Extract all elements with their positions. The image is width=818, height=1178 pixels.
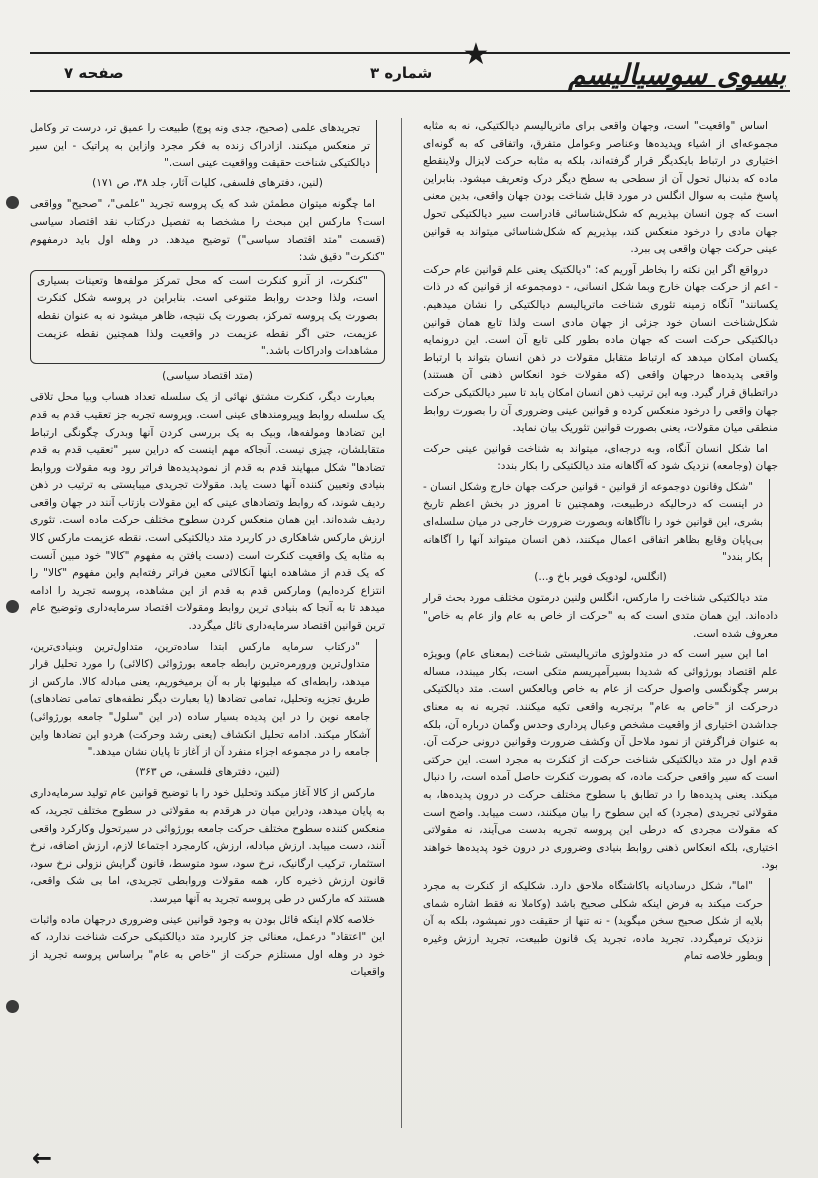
paragraph: اما این سیر است که در متدولوژی ماتریالیستی شناخت (بمعنای عام) وبویژه علم اقتصاد بورژوائی که شدیدا بسیرآمپریسم متکی است، بکار میبندد، مساله برسر چگونگسی واصول حرکت از عام به خاص وبالعکس است. متد دیالکتیکی درحرکت از "خاص به عام" برتجربه واقعی تکیه میکنند. تجربه نه به معنای جداشدن اختیاری از واقعیت مشخص وعبال پرداری وحدس وگمان درباره آن، بلکه به عنوان فراگرفتن از نمود ملاحل آن وکشف ضرورت وقوانین درونی حرکت آن. قدم اول در متد دیالکتیکی شناخت حرکت از کنکرت به مجرد است. این حرکتی است که سیر واقعی حرکت ماده، که بصورت کنکرت حاصل آمده است، را دنبال میکند. یعنی پدیده‌ها را در تطابق با سطوح مختلف حرکت در درون پدیده‌ها، به مقولاتی تجریدی (مجرد) که این سطوح را بیان میکنند، دست مییابد. واضح است که مقولات مجردی که درطی این پروسه تجریه بدست می‌آیند، نه مقولاتی اختیاری، بلکه انعکاس ذهنی روابط بنیادی وضروری در درون خود پدیده‌ها خواهند بود. <box>423 648 778 872</box>
quote-citation: (لنین، دفترهای فلسفی، ص ۳۶۳) <box>135 765 280 778</box>
block-quote: "درکتاب سرمایه مارکس ابتدا ساده‌ترین، متداول‌ترین وبنیادی‌ترین، متداول‌ترین ورورمره‌ترین رابطه جامعه بورژوائی (کالائی) را مورد تحلیل قرار میدهد، رابطه‌ای که میلیونها بار به آن برمیخوریم، یعنی مبادله کالا. مارکس از طریق تجزیه وتحلیل، تمامی تضادها (یا بعبارت دیگر نطفه‌های تمامی تضادهای) جامعه نوین را در این پدیده بسیار ساده (در این "سلول" جامعه بورژوائی) آشکار میکند. ادامه تحلیل انکشاف (یعنی رشد وحرکت) هردو این تضادها واین جامعه را در مجموعه اجزاء منفرد آن از آغاز تا پایان نشان میدهد." <box>30 639 377 762</box>
left-column <box>30 118 385 985</box>
paragraph: اما چگونه میتوان مطمئن شد که یک پروسه تجرید "علمی"، "صحیح" وواقعی است؟ مارکس این مبحث را مشخصا به تفصیل درکتاب نقد اقتصاد سیاسی (قسمت "متد اقتصاد سیاسی") توضیح میدهد. در وهله اول باید درمفهوم "کنکرت" دقیق شد: <box>30 198 385 264</box>
paragraph: اما شکل انسان آنگاه، وبه درجه‌ای، میتواند به شناخت قوانین عینی حرکت جهان (وجامعه) نزدیک شود که آگاهانه متد دیالکتیکی را بکار بندد: <box>423 442 778 473</box>
star-icon: ★ <box>462 37 490 72</box>
paragraph: بعبارت دیگر، کنکرت مشتق نهائی از یک سلسله تعداد هساب وبیا محل تلاقی یک سلسله روابط وپیرومندهای عینی است. وپروسه تجربه جز تعقیب قدم به قدم این تضادها ومولفه‌ها، وبیک به یک بررسی کردن آنها وبدرک چگونگی ارتباط متقابلشان، چیزی نیست. آنجاکه مهم اینست که دراین سیر "تعقیب قدم به قدم تضادها" شکل مبهایند قدم به قدم از نمودپدیده‌ها فراتر رود وبه مقولات وروابط بنیادی وتعیین کننده آنها دست یابد. مقولات تجریدی میبایستی به ترتیب در ذهن ردیف شوند، که روابط وتضادهای عینی که این مقولات بازتاب آنند در جهان واقعی ردیف شده‌اند. این همان منعکس کردن سطوح مختلف حرکت ماده است. تئوری ارزش مارکس شاهکاری در کاربرد متد دیالکتیکی است. نقطه عزیمت مارکس کالا به مثابه یک واقعیت کنکرت است (دست یافتن به مفهوم "کالا" خود مبین آنست که یک قدم از مشاهده اینها آنکالائی معین فراتر رفته‌ایم واین مفهوم "کالا" را انتزاع کرده‌ایم) ومارکس قدم به قدم از این مشاهده، پروسه تجرید را ادامه میدهد تا به آنجا که بنیادی ترین روابط ومقولات اقتصاد سرمایه‌داری وتوضیح عام ترین قوانین اقتصاد سرمایه‌داری نائل میگردد. <box>30 391 385 633</box>
paragraph: اساس "واقعیت" است، وجهان واقعی برای ماتریالیسم دیالکتیکی، نه به مثابه مجموعه‌ای از اشیاء وپدیده‌ها وعناصر وعوامل متفرق، واتفاقی که به گونه‌ای اختیاری در ارتباط بایکدیگر قرار گرفته‌اند، بلکه به مثابه حرکت لایزال ولاینقطع ماده که بدنبال تحول آن از سطحی به سطح دیگر درک وتعریف میشود. بنابراین پاسخ مثبت به سوال انگلس در مورد قابل شناخت بودن جهان واقعی، بدین معنی است که چون انسان بپذیریم که شکل‌شناسائی قادراست سیر دیالکتیکی تحول جهان مادی را درخود منعکس کند، بپذیریم که شکل‌شناسائی میتواند به قوانین عینی حرکت جهان واقعی پی ببرد. <box>423 120 778 256</box>
punch-hole <box>6 196 19 209</box>
boxed-quote: "کنکرت، از آنرو کنکرت است که محل تمرکز مولفه‌ها وتعینات بسیاری است، ولذا وحدت روابط متنوعی است. بنابراین در پروسه شکل کنکرت بصورت یک پروسه تمرکز، بصورت یک نتیجه، ظاهر میشود نه به عنوان نقطه عزیمت، حتی اگر نقطه عزیمت در واقعیت ولذا همچنین نقطه عزیمت مشاهدات وادراکات باشد." <box>30 270 385 364</box>
block-quote: تجریدهای علمی (صحیح، جدی ونه پوچ) طبیعت را عمیق تر، درست تر وکامل تر منعکس میکنند. ازادراک زنده به فکر مجرد وازاین به پراتیک - این سیر دیالکتیکی شناخت حقیقت وواقعیت عینی است." <box>30 120 377 173</box>
page-number: صفحه ۷ <box>64 64 124 82</box>
continue-arrow-icon: ← <box>32 1144 53 1172</box>
publication-logo: بسوی سوسیالیسم <box>568 58 786 91</box>
masthead <box>30 37 790 104</box>
issue-number: شماره ۳ <box>370 64 433 82</box>
paragraph: مارکس از کالا آغاز میکند وتحلیل خود را با توضیح قوانین عام تولید سرمایه‌داری به پایان میدهد، ودراین میان در هرقدم به مقولاتی در سطوح مختلف تجرید، که منعکس کننده سطوح مختلف حرکت جامعه بورژوائی در سیرتحول وکارکرد واقعی آنند، دست مییابد. ارزش مبادله، ارزش، کارمجرد اجتماعا لازم، ارزش اضافه، نرخ استثمار، ترکیب ارگانیک، نرخ سود، سود متوسط، قانون گرایش نزولی نرخ سود، قانون ارزش ذخیره کار، همه مقولات وروابطی تجریدی، اما بی شک واقعی، هستند که مارکس در طی پروسه تجرید به آنها میرسد. <box>30 787 385 905</box>
paragraph: درواقع اگر این نکته را بخاطر آوریم که: "دیالکتیک یعنی علم قوانین عام حرکت - اعم از حرکت جهان خارج وبما شکل انسانی، - دومجموعه از قوانین که در ذات یکسانند" آنگاه زمینه تئوری شناخت ماتریالیسم دیالکتیکی را نشان میدهیم. شکل‌شناخت انسان خود جزئی از جهان مادی است ولذا تابع همان قوانین دیالکتیکی حرکت است که جهان ماده بطور کلی تابع آن است. این درونمایه یکسان امکان میدهد که ارتباط متقابل مقولات در ذهن انسان بتواند با ارتباط واقعی پدیده‌ها درجهان واقعی (که مقولات خود انعکاس ذهنی آن هستند) دراتطباق قرار گیرد. وبه این ترتیب ذهن انسان امکان یابد تا سیر دیالکتیکی حرکت جهان واقعی را درخود منعکس کرده و قوانین عینی وضروری آن را بصورت روابط منطقی میان مقولات، یعنی بصورت قوانین تئوریک بیان نماید. <box>423 263 778 435</box>
block-quote: "شکل وقانون دوجموعه از قوانین - قوانین حرکت جهان خارج وشکل انسان - در اینست که درحالیکه درطبیعت، وهمچنین تا امروز در بخش اعظم تاریخ بشری، این قوانین خود را ناآگاهانه وبصورت ضرورت خارجی در میان سلسله‌ای بی‌پایان وقایع بظاهر اتفاقی اعمال میکنند، ذهن انسان میتواند آنها را آگاهانه بکار بندد" <box>423 479 770 567</box>
paragraph: خلاصه کلام اینکه قائل بودن به وجود قوانین عینی وضروری درجهان ماده واثبات این "اعتقاد" درعمل، معنائی جز کاربرد متد دیالکتیکی حرکت شناخت ندارد، که خود در وهله اول مستلزم حرکت از "خاص به عام" براساس پروسه تجرید از واقعیات <box>30 913 385 979</box>
block-quote: "اما"، شکل درسادیانه باکاشتگاه ملاحق دارد. شکلیکه از کنکرت به مجرد حرکت میکند به فرض اینکه شکلی صحیح باشد (وکاملا نه فقط اشاره شمای بلایه از شکل صحیح سخن میگوید) - نه تنها از حقیقت دور نمیشود، بلکه به آن نزدیک ترمیگردد. تجرید ماده، تجرید یک قانون طبیعت، تجرید ارزش وغیره وبطور خلاصه تمام <box>423 878 770 966</box>
punch-hole <box>6 600 19 613</box>
quote-citation: (متد اقتصاد سیاسی) <box>162 369 253 382</box>
right-column <box>423 118 778 968</box>
column-divider <box>401 118 402 1128</box>
paragraph: متد دیالکتیکی شناخت را مارکس، انگلس ولنین درمتون مختلف مورد بحث قرار داده‌اند. این همان متدی است که به "حرکت از خاص به عام واز عام به خاص" معروف شده است. <box>423 592 778 640</box>
punch-hole <box>6 1000 19 1013</box>
quote-citation: (انگلس، لودویک فویر باخ و...) <box>534 570 667 583</box>
quote-citation: (لنین، دفترهای فلسفی، کلیات آثار، جلد ۳۸، ص ۱۷۱) <box>92 176 323 189</box>
masthead-top-rule <box>30 52 790 54</box>
